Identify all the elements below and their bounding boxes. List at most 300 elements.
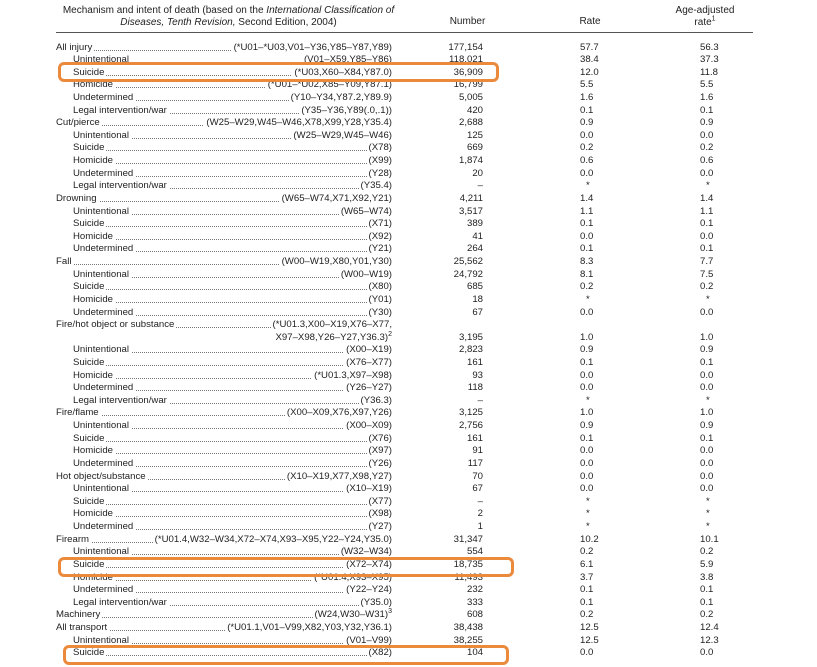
row-number: 161 <box>466 357 483 368</box>
table-row <box>0 269 817 282</box>
table-row <box>0 458 817 471</box>
table-row <box>0 344 817 357</box>
table-row <box>0 647 817 660</box>
row-leader-dots <box>77 293 389 303</box>
row-leader-dots <box>77 230 389 240</box>
row-label: Homicide <box>73 230 113 242</box>
row-label: Suicide <box>73 558 105 570</box>
row-label: Suicide <box>73 66 105 78</box>
row-age-adjusted-rate: 0.0 <box>700 445 714 457</box>
row-icd-code <box>367 243 392 256</box>
row-rate: 1.0 <box>580 331 594 343</box>
table-row <box>0 395 817 408</box>
row-label: Unintentional <box>73 420 130 432</box>
row-leader-dots <box>77 507 389 517</box>
row-icd-code <box>225 622 392 635</box>
row-number: 4,211 <box>459 192 483 204</box>
row-rate: 12.0 <box>580 66 599 78</box>
row-number: 25,562 <box>453 256 483 268</box>
row-number: 2 <box>477 508 483 520</box>
row-number: 177,154 <box>448 41 483 53</box>
row-icd-code <box>344 420 392 433</box>
row-icd-code-text: (X00–X09) <box>346 420 392 432</box>
row-icd-code-text: (Y27) <box>368 521 392 533</box>
row-number: 104 <box>466 647 483 659</box>
row-leader-dots <box>77 356 389 366</box>
row-label: Hot object/substance <box>56 470 146 482</box>
row-number: 608 <box>466 609 483 621</box>
row-icd-code-text: (X82) <box>368 647 392 659</box>
row-age-adjusted-rate: 0.9 <box>700 117 714 129</box>
row-icd-code-text: (Y28) <box>368 167 392 179</box>
row-number: – <box>477 394 483 406</box>
row-leader-dots <box>77 432 389 442</box>
row-label: Undetermined <box>73 521 134 533</box>
row-rate: 1.4 <box>580 192 594 204</box>
row-rate: 0.9 <box>580 344 594 356</box>
row-rate: 8.1 <box>580 268 594 280</box>
row-age-adjusted-rate: 0.6 <box>700 155 714 167</box>
row-label: Suicide <box>73 357 105 368</box>
table-row <box>0 54 817 67</box>
row-number: 118 <box>467 382 483 394</box>
row-label: Suicide <box>73 218 105 230</box>
table-row <box>0 635 817 648</box>
row-label: Undetermined <box>73 243 134 255</box>
row-icd-code <box>312 572 392 585</box>
row-icd-code-text: (V01–V99) <box>346 634 392 646</box>
row-icd-code <box>367 445 392 458</box>
row-icd-code <box>344 357 392 370</box>
row-age-adjusted-rate: 0.0 <box>700 306 714 318</box>
row-label: Homicide <box>73 445 113 457</box>
row-icd-code-text: (X72–X74) <box>346 558 392 570</box>
table-row <box>0 92 817 105</box>
row-rate: 0.2 <box>580 546 594 558</box>
row-icd-code-text: (*U03,X60–X84,Y87.0) <box>294 66 392 78</box>
row-icd-code-text: (W00–W19,X80,Y01,Y30) <box>281 256 392 268</box>
row-number: 2,756 <box>458 420 483 432</box>
row-age-adjusted-rate: 0.9 <box>700 344 714 356</box>
row-rate: 0.0 <box>580 369 594 381</box>
row-number: 36,909 <box>453 66 483 78</box>
table-row <box>0 382 817 395</box>
row-icd-code <box>367 508 392 521</box>
row-age-adjusted-rate: * <box>706 508 710 520</box>
row-icd-code-text: (Y35–Y36,Y89(.0,.1)) <box>301 104 392 116</box>
row-leader-dots <box>77 154 389 164</box>
row-label: Legal intervention/war <box>73 180 167 192</box>
row-leader-dots <box>77 646 389 656</box>
row-number: 2,688 <box>458 117 483 129</box>
row-icd-code-text: (X98) <box>368 508 392 520</box>
row-number: 5,005 <box>458 91 483 103</box>
row-number: 18 <box>472 293 483 305</box>
table-row <box>0 483 817 496</box>
row-number: 18,735 <box>453 558 483 570</box>
row-icd-code-text: (Y26–Y27) <box>346 382 392 394</box>
row-label: Homicide <box>73 571 113 583</box>
table-row <box>0 597 817 610</box>
row-number: 91 <box>472 445 483 457</box>
row-icd-code-text: (X77) <box>368 495 392 507</box>
row-label: Machinery <box>56 609 101 621</box>
row-number: 333 <box>466 596 483 608</box>
row-icd-code-text: (*U01.1,V01–V99,X82,Y03,Y32,Y36.1) <box>227 622 392 634</box>
row-icd-code-text: (W65–W74,X71,X92,Y21) <box>281 192 392 204</box>
row-leader-dots <box>77 217 389 227</box>
row-number: 389 <box>466 218 483 230</box>
row-label: Undetermined <box>73 167 134 179</box>
row-icd-code-text: (Y35.4) <box>360 180 392 192</box>
row-icd-code <box>274 332 392 345</box>
row-icd-code-text: (V01–X59,Y85–Y86) <box>303 54 392 66</box>
row-label: Fire/flame <box>56 407 99 419</box>
row-rate: 0.0 <box>580 483 594 495</box>
row-age-adjusted-rate: 12.3 <box>700 634 719 646</box>
row-age-adjusted-rate: 0.9 <box>700 420 714 432</box>
row-icd-code <box>299 105 392 118</box>
row-age-adjusted-rate: 0.1 <box>700 243 714 255</box>
row-rate: 0.0 <box>580 230 594 242</box>
row-label: Homicide <box>73 155 113 167</box>
row-icd-code-text: (W25–W29,W45–W46,X78,X99,Y28,Y35.4) <box>206 117 392 129</box>
row-icd-code <box>344 635 392 648</box>
row-age-adjusted-rate: 5.9 <box>700 558 714 570</box>
row-rate: 0.1 <box>580 357 594 368</box>
row-label: Homicide <box>73 79 113 91</box>
row-footnote-marker: 2 <box>388 330 392 338</box>
row-icd-code <box>367 168 392 181</box>
row-age-adjusted-rate: 0.1 <box>700 584 714 596</box>
row-rate: 0.0 <box>580 445 594 457</box>
row-icd-code-text: (*U01.3,X00–X19,X76–X77, <box>272 319 392 331</box>
row-icd-code-text: (Y10–Y34,Y87.2,Y89.9) <box>290 91 392 103</box>
row-age-adjusted-rate: 1.4 <box>700 192 714 204</box>
row-label: Homicide <box>73 508 113 520</box>
row-rate: 0.0 <box>580 129 594 141</box>
row-icd-code <box>367 458 392 471</box>
row-rate: 10.2 <box>580 533 599 545</box>
row-number: – <box>477 495 483 507</box>
row-label: Suicide <box>73 432 105 444</box>
row-number: 16,799 <box>453 79 483 91</box>
row-rate: 0.1 <box>580 596 594 608</box>
row-number: 264 <box>466 243 483 255</box>
row-rate: 0.6 <box>580 155 594 167</box>
row-rate: 0.1 <box>580 584 594 596</box>
row-icd-code <box>339 206 392 219</box>
row-icd-code-text: (Y35.0) <box>360 596 392 608</box>
row-icd-code <box>359 180 392 193</box>
row-rate: * <box>586 180 590 192</box>
row-rate: 0.0 <box>580 647 594 659</box>
row-icd-code <box>285 471 392 484</box>
row-rate: 0.0 <box>580 306 594 318</box>
row-icd-code-text: (X10–X19) <box>346 483 392 495</box>
row-icd-code <box>232 42 392 55</box>
row-age-adjusted-rate: 0.0 <box>700 369 714 381</box>
row-rate: 0.2 <box>580 142 594 154</box>
row-age-adjusted-rate: 0.0 <box>700 382 714 394</box>
row-label: Fire/hot object or substance <box>56 319 175 331</box>
row-age-adjusted-rate: 0.1 <box>700 357 714 368</box>
row-rate: 0.2 <box>580 609 594 621</box>
row-icd-code-text: (Y22–Y24) <box>346 584 392 596</box>
row-number: 669 <box>466 142 483 154</box>
row-rate: 0.2 <box>580 281 594 293</box>
row-label: Unintentional <box>73 205 130 217</box>
row-icd-code <box>266 79 392 92</box>
row-icd-code <box>367 142 392 155</box>
row-label: Suicide <box>73 281 105 293</box>
row-age-adjusted-rate: 0.0 <box>700 457 714 469</box>
row-label: Undetermined <box>73 306 134 318</box>
header-number: Number <box>449 16 486 27</box>
row-leader-dots <box>77 280 389 290</box>
row-icd-code <box>367 433 392 446</box>
row-icd-code-text: (X00–X19) <box>346 344 392 356</box>
row-number: 31,347 <box>453 533 483 545</box>
row-number: 125 <box>466 129 483 141</box>
row-icd-code <box>280 256 392 269</box>
row-icd-code <box>344 559 392 572</box>
row-label: Unintentional <box>73 344 130 356</box>
row-age-adjusted-rate: 0.1 <box>700 218 714 230</box>
row-rate: * <box>586 293 590 305</box>
row-age-adjusted-rate: 1.1 <box>700 205 714 217</box>
row-number: 20 <box>472 167 483 179</box>
row-icd-code <box>285 407 392 420</box>
row-label: Drowning <box>56 192 97 204</box>
row-rate: * <box>586 394 590 406</box>
row-icd-code <box>289 92 392 105</box>
row-age-adjusted-rate: 12.4 <box>700 622 719 634</box>
row-icd-code-text: (Y01) <box>368 293 392 305</box>
row-age-adjusted-rate: 7.7 <box>700 256 714 268</box>
row-icd-code-text: (*U01–*U02,X85–Y09,Y87.1) <box>267 79 392 91</box>
row-age-adjusted-rate: 0.2 <box>700 281 714 293</box>
row-icd-code <box>367 155 392 168</box>
row-icd-code <box>280 193 392 206</box>
row-age-adjusted-rate: 0.0 <box>700 230 714 242</box>
row-label: Cut/pierce <box>56 117 100 129</box>
row-age-adjusted-rate: 0.0 <box>700 129 714 141</box>
row-number: 3,517 <box>458 205 483 217</box>
row-rate: 6.1 <box>580 558 594 570</box>
table-row <box>0 130 817 143</box>
row-number: 1,874 <box>458 155 483 167</box>
row-leader-dots <box>77 495 389 505</box>
row-label: Unintentional <box>73 546 130 558</box>
row-number: 554 <box>466 546 483 558</box>
row-icd-code-text: (X10–X19,X77,X98,Y27) <box>286 470 392 482</box>
table-row <box>0 307 817 320</box>
row-icd-code-text: (X92) <box>368 230 392 242</box>
row-label: Unintentional <box>73 129 130 141</box>
row-age-adjusted-rate: 10.1 <box>700 533 719 545</box>
row-icd-code <box>367 294 392 307</box>
row-age-adjusted-rate: 7.5 <box>700 268 714 280</box>
row-rate: 3.7 <box>580 571 594 583</box>
row-icd-code-text: (Y30) <box>368 306 392 318</box>
row-icd-code <box>153 534 392 547</box>
row-rate: 0.1 <box>580 218 594 230</box>
row-age-adjusted-rate: 11.8 <box>700 66 718 78</box>
row-icd-code <box>312 370 392 383</box>
row-icd-code-text: (X97) <box>368 445 392 457</box>
row-label: Undetermined <box>73 457 134 469</box>
row-icd-code <box>344 344 392 357</box>
row-number: 117 <box>467 457 483 469</box>
row-age-adjusted-rate: 3.8 <box>700 571 714 583</box>
row-icd-code-text: (X76) <box>368 432 392 444</box>
row-label: Firearm <box>56 533 90 545</box>
row-number: 70 <box>472 470 483 482</box>
row-number: 67 <box>472 306 483 318</box>
row-number: 38,438 <box>453 622 483 634</box>
row-icd-code-text: (W00–W19) <box>340 268 392 280</box>
table-row <box>0 471 817 484</box>
row-rate: * <box>586 495 590 507</box>
table-row <box>0 420 817 433</box>
row-icd-code-text: (X78) <box>368 142 392 154</box>
header-age-adjusted: Age-adjusted rate$^1$ <box>675 5 735 28</box>
row-label: Unintentional <box>73 634 130 646</box>
row-icd-code-text: (X71) <box>368 218 392 230</box>
row-icd-code-text: (W25–W29,W45–W46) <box>293 129 392 141</box>
row-icd-code <box>339 546 392 559</box>
row-icd-code-text: (*U01.4,W32–W34,X72–X74,X93–X95,Y22–Y24,Y35.0) <box>154 533 392 545</box>
row-number: 161 <box>466 432 483 444</box>
row-number: 38,255 <box>453 634 483 646</box>
row-age-adjusted-rate: 56.3 <box>700 41 719 53</box>
row-number: 118,021 <box>449 54 483 66</box>
row-icd-code-text: (X80) <box>368 281 392 293</box>
row-icd-code-text: (W24,W30–W31) <box>314 609 389 621</box>
row-icd-code <box>359 395 392 408</box>
row-label: Undetermined <box>73 382 134 394</box>
row-label: Unintentional <box>73 483 130 495</box>
row-leader-dots <box>77 141 389 151</box>
row-icd-code <box>367 231 392 244</box>
row-age-adjusted-rate: 37.3 <box>700 54 719 66</box>
row-label: Legal intervention/war <box>73 394 167 406</box>
row-label: Fall <box>56 256 72 268</box>
row-icd-code-text: (X76–X77) <box>346 357 392 368</box>
row-icd-code <box>271 319 392 332</box>
row-rate: 0.0 <box>580 470 594 482</box>
row-age-adjusted-rate: * <box>706 521 710 533</box>
row-rate: 0.0 <box>580 382 594 394</box>
row-label: All injury <box>56 41 93 53</box>
row-number: 41 <box>472 230 483 242</box>
row-age-adjusted-rate: * <box>706 394 710 406</box>
row-number: 1 <box>477 521 483 533</box>
table-row <box>0 521 817 534</box>
row-label: Undetermined <box>73 584 134 596</box>
row-icd-code-text: (W32–W34) <box>340 546 392 558</box>
row-age-adjusted-rate: * <box>706 293 710 305</box>
row-leader-dots <box>77 444 389 454</box>
row-age-adjusted-rate: 1.0 <box>700 331 714 343</box>
row-number: 685 <box>466 281 483 293</box>
table-row <box>0 105 817 118</box>
row-rate: 12.5 <box>580 622 599 634</box>
row-rate: 0.1 <box>580 432 594 444</box>
row-icd-code <box>344 382 392 395</box>
row-rate: 0.9 <box>580 117 594 129</box>
row-label: Unintentional <box>73 268 130 280</box>
row-icd-code <box>291 130 392 143</box>
row-label: Homicide <box>73 369 113 381</box>
header-rate: Rate <box>579 16 601 27</box>
row-label: Legal intervention/war <box>73 596 167 608</box>
row-number: 67 <box>472 483 483 495</box>
row-age-adjusted-rate: * <box>706 180 710 192</box>
row-icd-code <box>367 307 392 320</box>
row-number: 232 <box>466 584 483 596</box>
row-age-adjusted-rate: 1.0 <box>700 407 714 419</box>
row-rate: * <box>586 508 590 520</box>
row-icd-code-text: (*U01–*U03,V01–Y36,Y85–Y87,Y89) <box>233 41 392 53</box>
row-label: Suicide <box>73 647 105 659</box>
row-icd-code-text: X97–X98,Y26–Y27,Y36.3) <box>275 331 389 343</box>
row-label: Unintentional <box>73 54 130 66</box>
row-rate: 0.1 <box>580 104 594 116</box>
table-row <box>0 243 817 256</box>
row-icd-code-text: (W65–W74) <box>340 205 392 217</box>
row-number: 24,792 <box>453 268 483 280</box>
row-icd-code <box>344 584 392 597</box>
row-number: 11,493 <box>454 571 483 583</box>
row-label: Homicide <box>73 293 113 305</box>
row-icd-code <box>367 218 392 231</box>
row-age-adjusted-rate: 0.2 <box>700 546 714 558</box>
row-icd-code <box>339 269 392 282</box>
row-age-adjusted-rate: 0.2 <box>700 142 714 154</box>
row-icd-code <box>367 496 392 509</box>
row-age-adjusted-rate: * <box>706 495 710 507</box>
row-icd-code <box>367 281 392 294</box>
row-label: Legal intervention/war <box>73 104 167 116</box>
row-age-adjusted-rate: 0.0 <box>700 470 714 482</box>
row-rate: 57.7 <box>580 41 599 53</box>
row-age-adjusted-rate: 5.5 <box>700 79 714 91</box>
row-rate: 8.3 <box>580 256 594 268</box>
row-rate: 0.9 <box>580 420 594 432</box>
row-icd-code-text: (*U01.3,X97–X98) <box>314 369 392 381</box>
table-row <box>0 319 817 332</box>
row-leader-dots <box>77 558 389 568</box>
row-label: Suicide <box>73 495 105 507</box>
row-icd-code-text: (X00–X09,X76,X97,Y26) <box>286 407 392 419</box>
row-number: 3,195 <box>458 331 483 343</box>
row-rate: * <box>586 521 590 533</box>
row-icd-code <box>367 647 392 660</box>
row-label: All transport <box>56 622 108 634</box>
row-label: Suicide <box>73 142 105 154</box>
row-rate: 0.1 <box>580 243 594 255</box>
table-row <box>0 546 817 559</box>
row-icd-code <box>359 597 392 610</box>
row-number: 3,125 <box>458 407 483 419</box>
row-rate: 1.1 <box>580 205 594 217</box>
row-icd-code <box>313 609 392 622</box>
row-icd-code <box>204 117 392 130</box>
row-rate: 1.6 <box>580 91 594 103</box>
row-number: 2,823 <box>458 344 483 356</box>
